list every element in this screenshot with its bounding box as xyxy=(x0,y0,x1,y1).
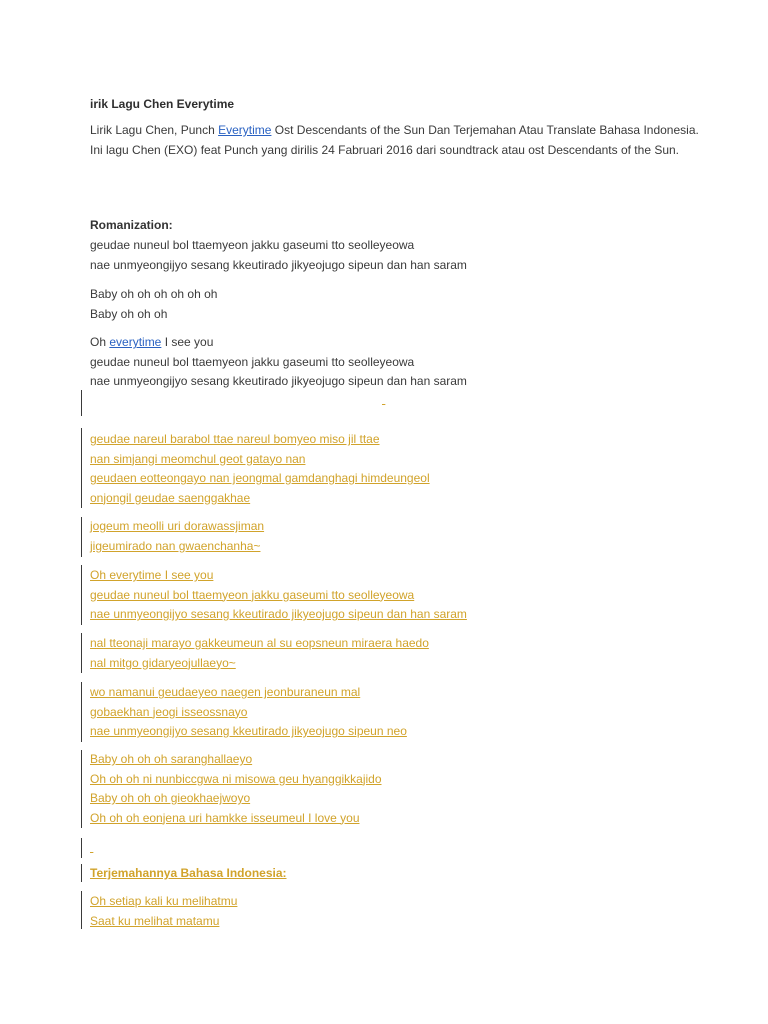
lyric-link[interactable]: nae unmyeongijyo sesang kkeutirado jikyeojugo sipeun neo xyxy=(90,724,407,738)
quote-bar xyxy=(81,517,82,557)
lyric-link[interactable]: nal tteonaji marayo gakkeumeun al su eopsneun miraera haedo xyxy=(90,636,429,650)
lyric-link[interactable]: Oh oh oh eonjena uri hamkke isseumeul I love you xyxy=(90,810,360,825)
translation-line[interactable]: Saat ku melihat matamu xyxy=(90,913,220,928)
romanization-heading: Romanization: xyxy=(90,218,173,232)
small-link-mark[interactable] xyxy=(382,392,385,406)
linked-lyrics-block xyxy=(90,566,467,625)
intro-paragraph xyxy=(90,120,700,160)
linked-lyrics-block xyxy=(90,430,430,508)
quote-bar xyxy=(81,891,82,929)
lyrics-block-1 xyxy=(90,236,467,275)
lyric-link[interactable]: geudaen eotteongayo nan jeongmal gamdanghagi himdeungeol xyxy=(90,471,430,485)
lyrics-block-2 xyxy=(90,285,217,324)
everytime-link[interactable]: Everytime xyxy=(218,123,272,137)
lyric-link[interactable]: onjongil geudae saenggakhae xyxy=(90,490,251,505)
quote-bar xyxy=(81,682,82,742)
lyric-prefix: Oh xyxy=(90,335,110,349)
linked-lyrics-block xyxy=(90,517,264,556)
translation-block xyxy=(90,892,237,931)
quote-bar xyxy=(81,750,82,828)
small-link-mark[interactable] xyxy=(90,840,93,854)
lyric-link[interactable]: Oh everytime I see you xyxy=(90,568,214,582)
article-title: irik Lagu Chen Everytime xyxy=(90,97,235,111)
lyric-link[interactable]: nan simjangi meomchul geot gatayo nan xyxy=(90,451,306,466)
linked-lyrics-block xyxy=(90,683,407,742)
intro-text-1: Lirik Lagu Chen, Punch xyxy=(90,123,219,137)
translation-heading[interactable]: Terjemahannya Bahasa Indonesia: xyxy=(90,866,287,880)
lyric-link[interactable]: wo namanui geudaeyeo naegen jeonburaneun mal xyxy=(90,685,361,699)
everytime-link-2[interactable]: everytime xyxy=(109,335,162,349)
lyric-link[interactable]: Oh oh oh ni nunbiccgwa ni misowa geu hyanggikkajido xyxy=(90,771,382,786)
lyric-link[interactable]: Baby oh oh oh saranghallaeyo xyxy=(90,752,253,766)
lyric-link[interactable]: Baby oh oh oh gieokhaejwoyo xyxy=(90,791,251,805)
lyric-link[interactable]: nal mitgo gidaryeojullaeyo~ xyxy=(90,655,236,670)
lyric-line: nae unmyeongijyo sesang kkeutirado jikyeojugo sipeun dan han saram xyxy=(90,374,467,388)
lyric-line: geudae nuneul bol ttaemyeon jakku gaseumi tto seolleyeowa xyxy=(90,354,415,369)
linked-lyrics-block xyxy=(90,634,429,673)
lyric-link[interactable]: nae unmyeongijyo sesang kkeutirado jikyeojugo sipeun dan han saram xyxy=(90,607,467,621)
lyric-link[interactable]: jogeum meolli uri dorawassjiman xyxy=(90,519,265,533)
lyric-link[interactable]: geudae nuneul bol ttaemyeon jakku gaseumi tto seolleyeowa xyxy=(90,587,415,602)
lyric-line: Baby oh oh oh oh oh oh xyxy=(90,287,218,301)
lyric-link[interactable]: gobaekhan jeogi isseossnayo xyxy=(90,704,248,719)
quote-bar xyxy=(81,633,82,673)
lyric-link[interactable]: jigeumirado nan gwaenchanha~ xyxy=(90,538,261,553)
quote-bar xyxy=(81,390,82,416)
lyrics-block-3 xyxy=(90,333,467,392)
lyric-line xyxy=(90,333,467,353)
lyric-line: geudae nuneul bol ttaemyeon jakku gaseumi tto seolleyeowa xyxy=(90,238,415,252)
quote-bar xyxy=(81,864,82,882)
lyric-line: Baby oh oh oh xyxy=(90,306,168,321)
linked-lyrics-block xyxy=(90,750,382,828)
lyric-suffix: I see you xyxy=(161,335,214,349)
intro-text-2: Ost Descendants of the Sun Dan Terjemahan Atau Translate Bahasa Indonesia. Ini lagu Chen (EXO) feat Punch yang dirilis 24 Fabruari 2016 dari soundtrack atau ost Descendants of the Sun. xyxy=(90,123,699,157)
lyric-link[interactable]: geudae nareul barabol ttae nareul bomyeo miso jil ttae xyxy=(90,432,380,446)
quote-bar xyxy=(81,428,82,508)
quote-bar xyxy=(81,838,82,858)
lyric-line: nae unmyeongijyo sesang kkeutirado jikyeojugo sipeun dan han saram xyxy=(90,257,467,272)
translation-line[interactable]: Oh setiap kali ku melihatmu xyxy=(90,894,238,908)
quote-bar xyxy=(81,565,82,625)
